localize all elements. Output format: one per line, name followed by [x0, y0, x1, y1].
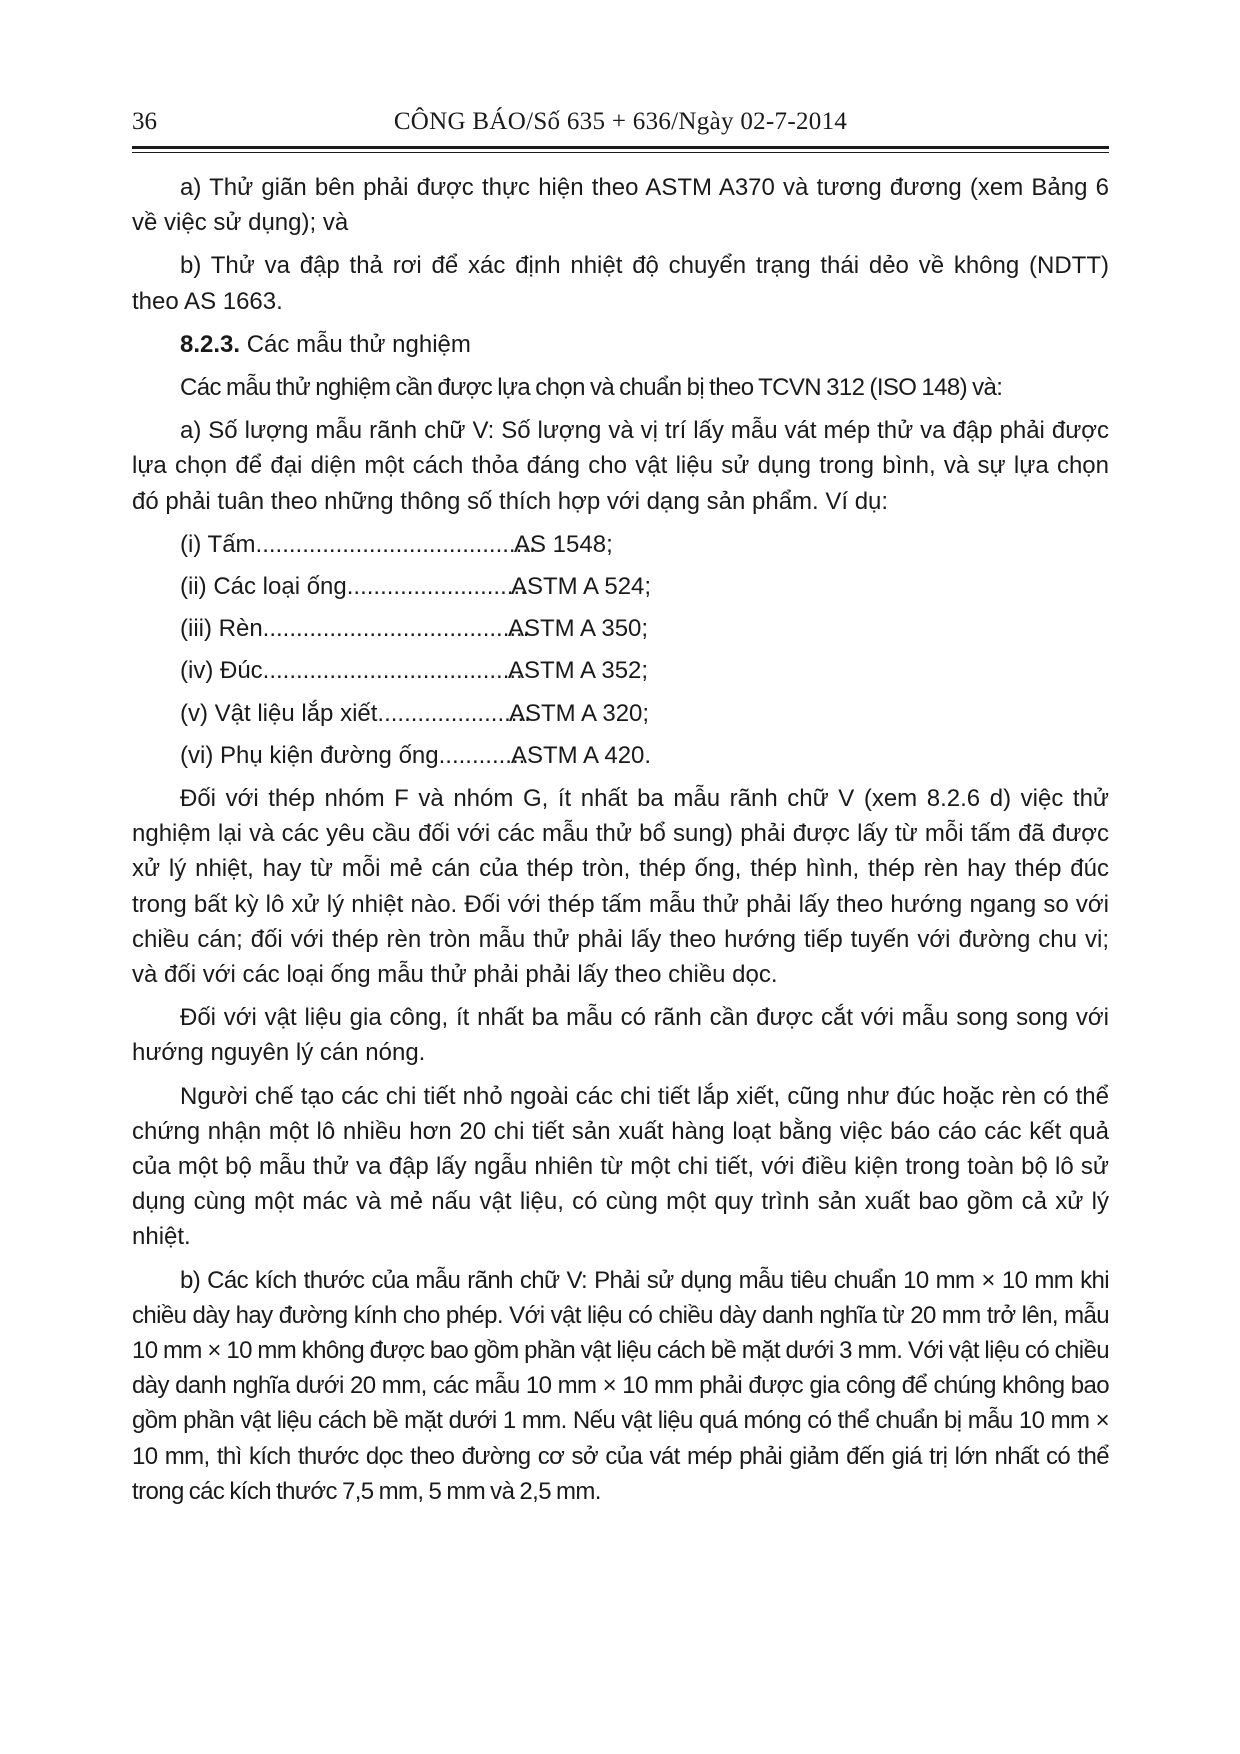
paragraph-tensile-test: a) Thử giãn bên phải được thực hiện theo ASTM A370 và tương đương (xem Bảng 6 về việc sử dụng); và: [132, 174, 1109, 237]
list-item: [132, 696, 1109, 731]
header-rule-thick: [132, 146, 1109, 149]
paragraph-small-parts: Người chế tạo các chi tiết nhỏ ngoài các chi tiết lắp xiết, cũng như đúc hoặc rèn có thể chứng nhận một lô nhiều hơn 20 chi tiết sản xuất hàng loạt bằng việc báo cáo các kết quả của một bộ mẫu thử va đập lấy ngẫu nhiên từ một chi tiết, với điều kiện trong toàn bộ lô sử dụng cùng một mác và mẻ nấu vật liệu, có cùng một quy trình sản xuất bao gồm cả xử lý nhiệt.: [132, 1082, 1109, 1251]
list-item-standard: ASTM A 320;: [509, 699, 650, 727]
list-item: [132, 527, 1109, 562]
paragraph-number-of-samples: a) Số lượng mẫu rãnh chữ V: Số lượng và vị trí lấy mẫu vát mép thử va đập phải được lựa chọn để đại diện một cách thỏa đáng cho vật liệu sử dụng trong bình, và sự lựa chọn đó phải tuân theo những thông số thích hợp với dạng sản phẩm. Ví dụ:: [132, 417, 1109, 515]
list-item-standard: ASTM A 352;: [508, 657, 649, 685]
page-number: 36: [132, 108, 157, 135]
list-item-label: (ii) Các loại ống...........................: [180, 573, 527, 601]
paragraph-worked-material: Đối với vật liệu gia công, ít nhất ba mẫu có rãnh cần được cắt với mẫu song song với hướng nguyên lý cán nóng.: [132, 1004, 1109, 1067]
list-item-label: (vi) Phụ kiện đường ống.............: [180, 741, 526, 769]
list-item-standard: ASTM A 420.: [511, 741, 652, 769]
journal-title: CÔNG BÁO/Số 635 + 636/Ngày 02-7-2014: [393, 108, 848, 135]
section-title: Các mẫu thử nghiệm: [240, 330, 471, 358]
list-item: [132, 569, 1109, 604]
list-item-label: (iii) Rèn........................................: [180, 615, 530, 643]
section-number: 8.2.3.: [180, 330, 241, 358]
list-item-label: (v) Vật liệu lắp xiết.......................: [180, 699, 531, 727]
section-heading: [132, 327, 1109, 362]
document-body: [132, 170, 1109, 1517]
list-item: [132, 653, 1109, 688]
list-item-label: (iv) Đúc.......................................: [180, 657, 523, 685]
list-item-standard: ASTM A 350;: [508, 615, 649, 643]
document-page: [132, 0, 1109, 1754]
list-item-label: (i) Tấm..........................................: [180, 530, 536, 558]
list-item: [132, 738, 1109, 773]
header-rule-thin: [132, 152, 1109, 153]
list-item-standard: ASTM A 524;: [511, 573, 652, 601]
paragraph-sample-dimensions: b) Các kích thước của mẫu rãnh chữ V: Phải sử dụng mẫu tiêu chuẩn 10 mm × 10 mm khi chiều dày hay đường kính cho phép. Với vật liệu có chiều dày danh nghĩa từ 20 mm trở lên, mẫu 10 mm × 10 mm không được bao gồm phần vật liệu cách bề mặt dưới 3 mm. Với vật liệu có chiều dày danh nghĩa dưới 20 mm, các mẫu 10 mm × 10 mm phải được gia công để chúng không bao gồm phần vật liệu cách bề mặt dưới 1 mm. Nếu vật liệu quá móng có thể chuẩn bị mẫu 10 mm × 10 mm, thì kích thước dọc theo đường cơ sở của vát mép phải giảm đến giá trị lớn nhất có thể trong các kích thước 7,5 mm, 5 mm và 2,5 mm.: [132, 1266, 1109, 1505]
paragraph-group-f-g: Đối với thép nhóm F và nhóm G, ít nhất ba mẫu rãnh chữ V (xem 8.2.6 d) việc thử nghiệm lại và các yêu cầu đối với các mẫu thử bổ sung) phải được lấy từ mỗi tấm đã được xử lý nhiệt, hay từ mỗi mẻ cán của thép tròn, thép ống, thép hình, thép rèn hay thép đúc trong bất kỳ lô xử lý nhiệt nào. Đối với thép tấm mẫu thử phải lấy theo hướng ngang so với chiều cán; đối với thép rèn tròn mẫu thử phải lấy theo hướng tiếp tuyến với đường chu vi; và đối với các loại ống mẫu thử phải phải lấy theo chiều dọc.: [132, 784, 1109, 988]
paragraph-intro: Các mẫu thử nghiệm cần được lựa chọn và chuẩn bị theo TCVN 312 (ISO 148) và:: [180, 374, 1003, 402]
list-item: [132, 611, 1109, 646]
list-item-standard: AS 1548;: [514, 530, 613, 558]
page-header: [132, 108, 1109, 144]
paragraph-drop-weight-test: b) Thử va đập thả rơi để xác định nhiệt độ chuyển trạng thái dẻo về không (NDTT) theo AS 1663.: [132, 252, 1109, 315]
example-list: [132, 527, 1109, 773]
